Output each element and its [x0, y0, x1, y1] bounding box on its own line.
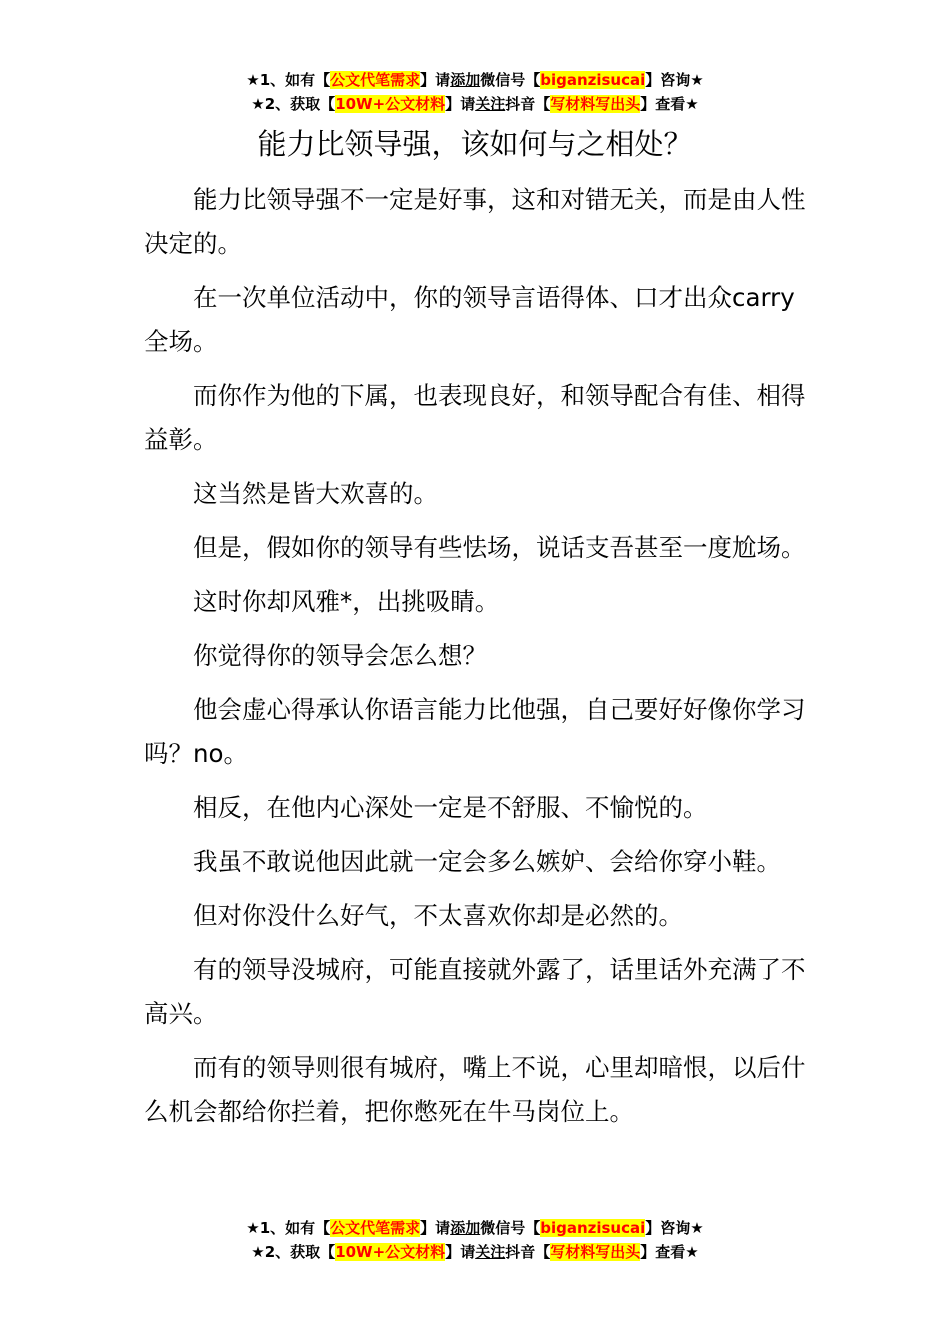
paragraph: 能力比领导强不一定是好事，这和对错无关，而是由人性决定的。 [144, 185, 806, 258]
banner-text: ★2、获取【 [251, 1243, 336, 1261]
paragraph: 他会虚心得承认你语言能力比他强，自己要好好像你学习吗？no。 [144, 695, 806, 768]
banner-text: 】请 [420, 1219, 451, 1237]
banner-text: 】咨询★ [645, 1219, 704, 1237]
banner-line-2 [0, 92, 950, 116]
paragraph: 你觉得你的领导会怎么想？ [193, 641, 487, 670]
paragraph: 这时你却风雅*，出挑吸睛。 [193, 587, 500, 616]
footer-banner [0, 1216, 950, 1264]
banner-highlight: 公文代笔需求 [330, 71, 421, 89]
banner-text: 】查看★ [640, 1243, 699, 1261]
banner-text: ★2、获取【 [251, 95, 336, 113]
banner-highlight: 公文代笔需求 [330, 1219, 421, 1237]
banner-line-1 [0, 68, 950, 92]
banner-underlined-text: 关注 [475, 95, 506, 113]
banner-text: 】查看★ [640, 95, 699, 113]
paragraph: 而有的领导则很有城府，嘴上不说，心里却暗恨，以后什么机会都给你拦着，把你憋死在牛马岗位上。 [144, 1053, 806, 1126]
banner-text: 】请 [445, 1243, 476, 1261]
banner-text: 抖音【 [505, 1243, 551, 1261]
banner-text: 】咨询★ [645, 71, 704, 89]
banner-text: 】请 [445, 95, 476, 113]
paragraph: 在一次单位活动中，你的领导言语得体、口才出众carry全场。 [144, 283, 795, 356]
paragraph: 我虽不敢说他因此就一定会多么嫉妒、会给你穿小鞋。 [193, 847, 781, 876]
banner-highlight: 10W+公文材料 [335, 1243, 446, 1261]
banner-text: ★1、如有【 [246, 71, 331, 89]
banner-highlight: 写材料写出头 [550, 1243, 641, 1261]
header-banner [0, 68, 950, 116]
document-body [144, 178, 809, 1144]
paragraph: 而你作为他的下属，也表现良好，和领导配合有佳、相得益彰。 [144, 381, 806, 454]
banner-underlined-text: 添加 [450, 71, 481, 89]
banner-text: ★1、如有【 [246, 1219, 331, 1237]
banner-underlined-text: 添加 [450, 1219, 481, 1237]
banner-line-1 [0, 1216, 950, 1240]
banner-text: 微信号【 [480, 71, 541, 89]
banner-highlight: biganzisucai [540, 71, 646, 89]
paragraph: 但是，假如你的领导有些怯场，说话支吾甚至一度尬场。 [193, 533, 806, 562]
banner-highlight: 写材料写出头 [550, 95, 641, 113]
paragraph: 这当然是皆大欢喜的。 [193, 479, 438, 508]
banner-line-2 [0, 1240, 950, 1264]
paragraph: 有的领导没城府，可能直接就外露了，话里话外充满了不高兴。 [144, 955, 806, 1028]
banner-highlight: 10W+公文材料 [335, 95, 446, 113]
banner-highlight: biganzisucai [540, 1219, 646, 1237]
document-title: 能力比领导强，该如何与之相处？ [257, 127, 693, 161]
banner-text: 微信号【 [480, 1219, 541, 1237]
banner-underlined-text: 关注 [475, 1243, 506, 1261]
paragraph: 但对你没什么好气，不太喜欢你却是必然的。 [193, 901, 683, 930]
paragraph: 相反，在他内心深处一定是不舒服、不愉悦的。 [193, 793, 708, 822]
banner-text: 】请 [420, 71, 451, 89]
banner-text: 抖音【 [505, 95, 551, 113]
